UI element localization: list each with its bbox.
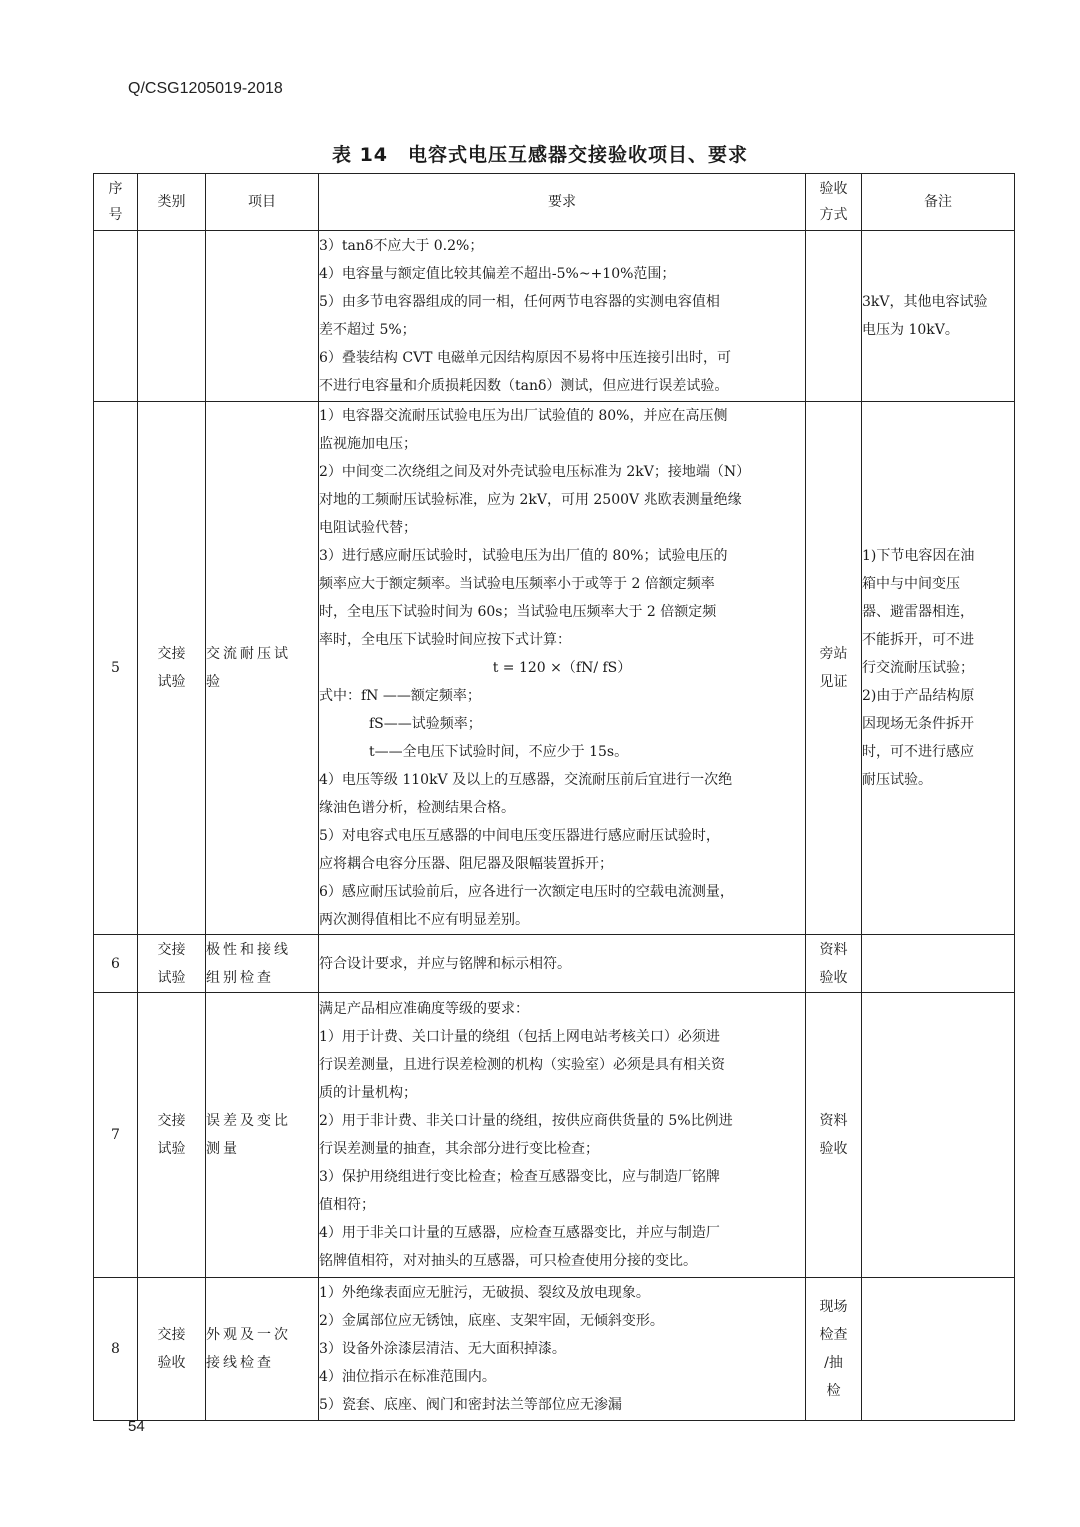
requirement-line: 电阻试验代替； — [319, 520, 417, 536]
formula-where: t——全电压下试验时间，不应少于 15s。 — [369, 744, 629, 760]
requirement-line: 1）用于计费、关口计量的绕组（包括上网电站考核关口）必须进 — [319, 1029, 720, 1045]
page-number: 54 — [128, 1418, 145, 1435]
note-line: 因现场无条件拆开 — [862, 716, 974, 732]
requirement-cell — [319, 993, 806, 1278]
seq-cell: 6 — [94, 935, 138, 993]
requirement-line: 符合设计要求，并应与铭牌和标示相符。 — [319, 955, 571, 972]
requirement-line: 不进行电容量和介质损耗因数（tanδ）测试，但应进行误差试验。 — [319, 378, 729, 394]
table-row — [94, 935, 1015, 993]
requirement-line: 监视施加电压； — [319, 436, 417, 452]
item-line: 误差及变比 — [206, 1113, 291, 1129]
category-line: 验收 — [157, 1355, 186, 1371]
requirement-line: 行误差测量的抽查，其余部分进行变比检查； — [319, 1141, 599, 1157]
acceptance-table — [93, 173, 1015, 1421]
note-line: 不能拆开，可不进 — [862, 632, 974, 648]
method-line: 检 — [826, 1383, 841, 1399]
category-line: 交接 — [157, 646, 186, 662]
formula-where: fS——试验频率； — [369, 716, 482, 732]
item-cell — [206, 993, 319, 1278]
item-cell — [206, 935, 319, 993]
requirement-line: 4）电容量与额定值比较其偏差不超出-5%~+10%范围； — [319, 266, 676, 282]
item-line: 验 — [206, 674, 223, 690]
category-cell — [138, 231, 206, 402]
note-line: 时，可不进行感应 — [862, 744, 974, 760]
requirement-line: 率时，全电压下试验时间应按下式计算： — [319, 632, 571, 648]
category-cell — [138, 935, 206, 993]
method-line: 检查 — [819, 1327, 848, 1343]
requirement-line: 3）tanδ不应大于 0.2%； — [319, 238, 484, 254]
requirement-line: 6）叠装结构 CVT 电磁单元因结构原因不易将中压连接引出时，可 — [319, 350, 731, 366]
note-cell — [862, 935, 1015, 993]
requirement-line: 行误差测量，且进行误差检测的机构（实验室）必须是具有相关资 — [319, 1057, 725, 1073]
requirement-line: 3）保护用绕组进行变比检查；检查互感器变比，应与制造厂铭牌 — [319, 1169, 720, 1185]
requirement-line: 4）用于非关口计量的互感器，应检查互感器变比，并应与制造厂 — [319, 1225, 720, 1241]
note-line: 3kV，其他电容试验 — [862, 294, 988, 310]
seq-cell: 7 — [94, 993, 138, 1278]
document-code: Q/CSG1205019-2018 — [128, 80, 283, 97]
method-line: 验收 — [819, 1141, 848, 1157]
header-item: 项目 — [206, 174, 319, 231]
note-cell — [862, 993, 1015, 1278]
header-requirement: 要求 — [319, 174, 806, 231]
requirement-line: 时，全电压下试验时间为 60s；当试验电压频率大于 2 倍额定频 — [319, 604, 717, 620]
requirement-cell — [319, 231, 806, 402]
requirement-line: 频率应大于额定频率。当试验电压频率小于或等于 2 倍额定频率 — [319, 576, 715, 592]
note-line: 行交流耐压试验； — [862, 660, 974, 676]
seq-cell — [94, 231, 138, 402]
requirement-line: 3）设备外涂漆层清洁、无大面积掉漆。 — [319, 1341, 566, 1357]
requirement-cell — [319, 935, 806, 993]
requirement-line: 4）油位指示在标准范围内。 — [319, 1369, 496, 1385]
requirement-line: 两次测得值相比不应有明显差别。 — [319, 912, 529, 928]
requirement-line: 5）由多节电容器组成的同一相，任何两节电容器的实测电容值相 — [319, 294, 720, 310]
category-cell — [138, 993, 206, 1278]
requirement-line: 值相符； — [319, 1197, 375, 1213]
requirement-line: 铭牌值相符，对对抽头的互感器，可只检查使用分接的变比。 — [319, 1253, 697, 1269]
item-cell — [206, 231, 319, 402]
method-cell — [806, 993, 862, 1278]
category-line: 交接 — [157, 1327, 186, 1343]
header-note: 备注 — [862, 174, 1015, 231]
requirement-line: 6）感应耐压试验前后，应各进行一次额定电压时的空载电流测量， — [319, 884, 734, 900]
formula-where: 式中：fN ——额定频率； — [319, 688, 481, 704]
note-line: 电压为 10kV。 — [862, 322, 959, 338]
requirement-line: 1）电容器交流耐压试验电压为出厂试验值的 80%，并应在高压侧 — [319, 408, 728, 424]
category-line: 试验 — [157, 1141, 186, 1157]
header-seq: 序号 — [94, 174, 138, 231]
table-title: 表 14 电容式电压互感器交接验收项目、要求 — [331, 144, 749, 166]
requirement-line: 5）对电容式电压互感器的中间电压变压器进行感应耐压试验时， — [319, 828, 720, 844]
requirement-line: 应将耦合电容分压器、阻尼器及限幅装置拆开； — [319, 856, 613, 872]
requirement-line: 2）中间变二次绕组之间及对外壳试验电压标准为 2kV；接地端（N） — [319, 464, 751, 480]
method-cell — [806, 402, 862, 935]
formula: t = 120 ×（fN/ fS） — [492, 660, 632, 676]
item-line: 极性和接线 — [206, 941, 291, 958]
method-line: 见证 — [819, 674, 848, 690]
category-cell — [138, 1278, 206, 1421]
seq-cell: 8 — [94, 1278, 138, 1421]
note-line: 箱中与中间变压 — [862, 576, 960, 592]
note-cell — [862, 231, 1015, 402]
requirement-line: 3）进行感应耐压试验时，试验电压为出厂值的 80%；试验电压的 — [319, 548, 728, 564]
note-line: 器、避雷器相连， — [862, 604, 974, 620]
category-line: 试验 — [157, 969, 186, 986]
category-cell — [138, 402, 206, 935]
requirement-cell — [319, 402, 806, 935]
header-row — [94, 174, 1015, 231]
requirement-line: 对地的工频耐压试验标准，应为 2kV，可用 2500V 兆欧表测量绝缘 — [319, 492, 742, 508]
note-line: 1)下节电容因在油 — [862, 548, 975, 564]
method-line: 旁站 — [819, 646, 848, 662]
method-cell — [806, 231, 862, 402]
method-line: /抽 — [824, 1355, 843, 1371]
requirement-line: 5）瓷套、底座、阀门和密封法兰等部位应无渗漏 — [319, 1397, 622, 1413]
method-cell — [806, 1278, 862, 1421]
method-cell — [806, 935, 862, 993]
requirement-line: 满足产品相应准确度等级的要求： — [319, 1001, 529, 1017]
requirement-cell — [319, 1278, 806, 1421]
note-cell — [862, 1278, 1015, 1421]
method-line: 验收 — [819, 969, 848, 986]
requirement-line: 2）用于非计费、非关口计量的绕组，按供应商供货量的 5%比例进 — [319, 1113, 733, 1129]
item-line: 外观及一次 — [206, 1327, 291, 1343]
category-line: 交接 — [157, 1113, 186, 1129]
requirement-line: 4）电压等级 110kV 及以上的互感器，交流耐压前后宜进行一次绝 — [319, 772, 733, 788]
table-row — [94, 402, 1015, 935]
method-line: 资料 — [819, 1113, 848, 1129]
table-row — [94, 993, 1015, 1278]
seq-cell: 5 — [94, 402, 138, 935]
requirement-line: 2）金属部位应无锈蚀，底座、支架牢固，无倾斜变形。 — [319, 1313, 664, 1329]
item-cell — [206, 1278, 319, 1421]
item-line: 接线检查 — [206, 1355, 274, 1371]
item-line: 交流耐压试 — [206, 646, 291, 662]
note-line: 耐压试验。 — [862, 772, 932, 788]
requirement-line: 缘油色谱分析，检测结果合格。 — [319, 800, 515, 816]
item-cell — [206, 402, 319, 935]
category-line: 交接 — [157, 941, 186, 958]
requirement-line: 质的计量机构； — [319, 1085, 417, 1101]
category-line: 试验 — [157, 674, 186, 690]
note-line: 2)由于产品结构原 — [862, 688, 975, 704]
item-line: 测量 — [206, 1141, 240, 1157]
requirement-line: 差不超过 5%； — [319, 322, 416, 338]
header-category: 类别 — [138, 174, 206, 231]
header-method: 验收方式 — [806, 174, 862, 231]
note-cell — [862, 402, 1015, 935]
item-line: 组别检查 — [206, 969, 274, 986]
method-line: 资料 — [819, 941, 848, 958]
table-row — [94, 231, 1015, 402]
table-row — [94, 1278, 1015, 1421]
method-line: 现场 — [819, 1299, 848, 1315]
requirement-line: 1）外绝缘表面应无脏污，无破损、裂纹及放电现象。 — [319, 1285, 650, 1301]
